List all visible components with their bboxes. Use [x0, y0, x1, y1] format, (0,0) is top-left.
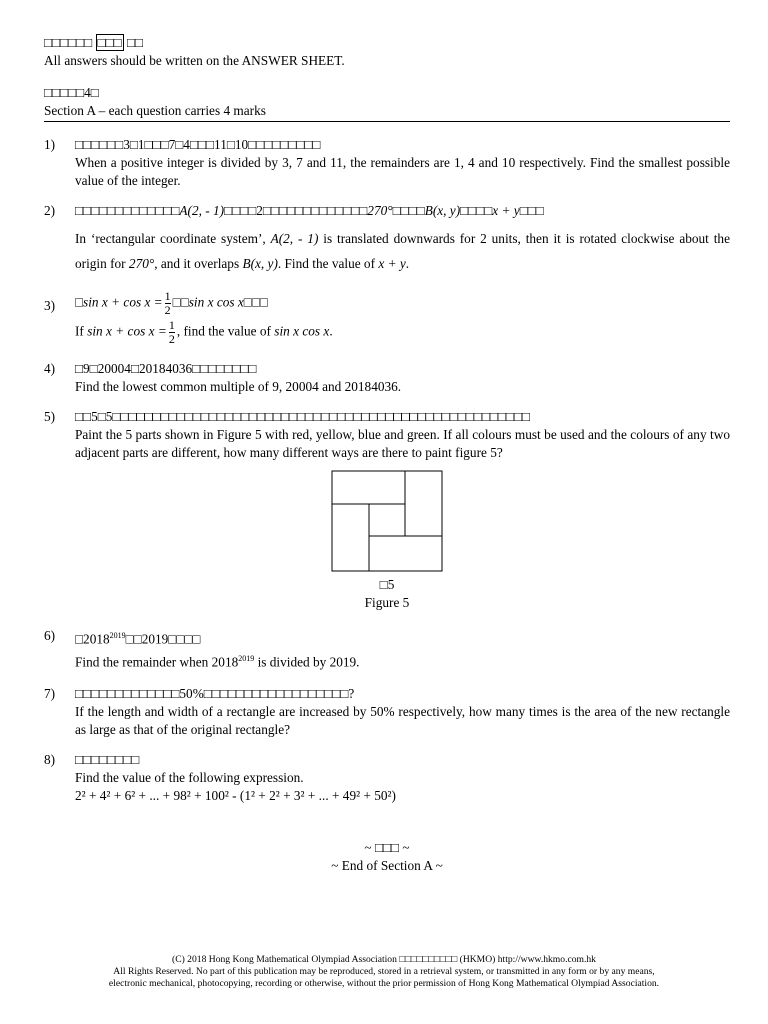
- text-segment: In ‘rectangular coordinate system’,: [75, 231, 266, 246]
- question-en: Paint the 5 parts shown in Figure 5 with red, yellow, blue and green. If all colours must be used and the colours of any two adjacent parts are different, how many different ways are there to paint figure 5?: [75, 427, 730, 460]
- instruction-zh-pre: □□□□□□: [44, 35, 93, 50]
- question-en: [75, 649, 730, 672]
- math-sum: x + y: [378, 256, 406, 271]
- question-zh: □□□□□□□□: [75, 751, 140, 767]
- text-segment: is translated downwards for 2 units, then it is rotated clockwise about the origin for: [75, 231, 730, 271]
- text-segment: . Find the value of: [277, 256, 376, 271]
- text-segment: □□□: [519, 203, 544, 218]
- math-point-a: A(2, - 1): [270, 231, 319, 246]
- text-segment: .: [329, 323, 333, 339]
- footer-line-3: electronic mechanical, photocopying, recording or otherwise, without the prior permission of Hong Kong Mathematical Olympiad Association.: [108, 978, 660, 989]
- instruction-zh: [44, 34, 730, 52]
- question-2: [44, 202, 730, 276]
- text-segment: □□□□: [460, 203, 493, 218]
- math-base: 2018: [211, 654, 239, 670]
- text-segment: is divided by 2019.: [257, 654, 360, 670]
- question-zh: □□□□□□□□□□□□□50%□□□□□□□□□□□□□□□□□□?: [75, 685, 355, 701]
- question-en: If the length and width of a rectangle are increased by 50% respectively, how many times is the area of the new rectangle as large as that of the original rectangle?: [75, 703, 730, 737]
- math-equation: sin x + cos x =: [87, 323, 167, 339]
- math-point-b: B(x, y): [424, 203, 461, 218]
- question-3: [44, 290, 730, 346]
- text-segment: □□□□: [392, 203, 425, 218]
- instruction-zh-boxed: □□□: [97, 35, 122, 50]
- fraction-numerator: 1: [168, 318, 175, 332]
- question-4: [44, 360, 730, 396]
- question-zh: □□5□5□□□□□□□□□□□□□□□□□□□□□□□□□□□□□□□□□□□□□□□□□□□□□□□□□□□□: [75, 409, 531, 424]
- question-zh: □□□□□□3□1□□□7□4□□□11□10□□□□□□□□□: [75, 137, 321, 152]
- footer-line-2: All Rights Reserved. No part of this publication may be reproduced, stored in a retrieval system, or transmitted in any form or by any means,: [113, 966, 655, 977]
- math-angle: 270°: [367, 203, 393, 218]
- text-segment: □: [75, 294, 84, 310]
- text-segment: □: [75, 631, 84, 647]
- math-angle: 270°: [128, 256, 155, 271]
- math-base: 2018: [83, 631, 110, 647]
- figure-caption-zh: □5: [379, 577, 395, 592]
- figure-caption-en: Figure 5: [364, 595, 410, 610]
- question-1: [44, 136, 730, 190]
- question-number: 2): [44, 203, 56, 218]
- section-divider: [44, 121, 730, 122]
- math-equation: sin x + cos x =: [83, 294, 163, 310]
- question-number: 3): [44, 298, 56, 313]
- text-segment: □□□: [243, 294, 268, 310]
- question-8: [44, 751, 730, 805]
- end-marker-zh: ~ □□□ ~: [364, 839, 410, 855]
- math-exponent: 2019: [109, 631, 126, 640]
- instruction-en: All answers should be written on the ANSWER SHEET.: [44, 53, 345, 68]
- text-segment: □□□□□□□□□□□□□: [75, 203, 180, 218]
- text-segment: If: [75, 323, 84, 339]
- math-point-a: A(2, - 1): [179, 203, 225, 218]
- text-segment: □□: [172, 294, 189, 310]
- question-number: 8): [44, 751, 56, 767]
- text-segment: , find the value of: [176, 323, 271, 339]
- footer-line-1: (C) 2018 Hong Kong Mathematical Olympiad Association □□□□□□□□□□ (HKMO) http://www.hkmo.com.hk: [172, 954, 596, 965]
- math-point-b: B(x, y): [242, 256, 278, 271]
- copyright-footer: [0, 954, 768, 990]
- text-segment: , and it overlaps: [154, 256, 240, 271]
- outer-square: [332, 471, 442, 571]
- figure-5: [44, 470, 730, 612]
- question-zh: [75, 202, 730, 220]
- figure-5-diagram: [331, 470, 443, 572]
- exam-page: [44, 34, 730, 875]
- question-en: When a positive integer is divided by 3, 7 and 11, the remainders are 1, 4 and 10 respectively. Find the smallest possible value of the integer.: [75, 155, 730, 188]
- question-5: [44, 408, 730, 462]
- fraction-numerator: 1: [164, 289, 171, 303]
- math-product: sin x cos x: [188, 294, 244, 310]
- question-number: 4): [44, 361, 56, 376]
- instruction-zh-post: □□: [126, 35, 144, 50]
- fraction-half: [165, 290, 171, 317]
- question-zh: □9□20004□20184036□□□□□□□□: [75, 361, 257, 376]
- math-exponent: 2019: [238, 654, 255, 664]
- fraction-denominator: 2: [164, 303, 171, 317]
- question-en: Find the value of the following expression.: [75, 769, 304, 785]
- question-zh: [75, 626, 730, 649]
- question-en: Find the lowest common multiple of 9, 20004 and 20184036.: [75, 379, 402, 394]
- question-zh: [75, 290, 730, 317]
- end-marker-en: ~ End of Section A ~: [331, 857, 443, 873]
- question-number: 1): [44, 137, 56, 152]
- math-product: sin x cos x: [274, 323, 330, 339]
- question-number: 6): [44, 628, 56, 643]
- section-title-en: Section A – each question carries 4 marks: [44, 103, 266, 118]
- question-number: 5): [44, 409, 56, 424]
- fraction-denominator: 2: [168, 332, 175, 346]
- text-segment: Find the remainder when: [75, 654, 209, 670]
- text-segment: □□□□2□□□□□□□□□□□□□: [224, 203, 368, 218]
- question-en: [75, 319, 730, 346]
- section-title-zh: □□□□□4□: [44, 85, 99, 100]
- math-expression: 2² + 4² + 6² + ... + 98² + 100² - (1² + 2² + 3² + ... + 49² + 50²): [75, 787, 396, 803]
- question-en: [75, 226, 730, 276]
- question-6: [44, 626, 730, 673]
- text-segment: .: [405, 256, 410, 271]
- text-segment: □□2019□□□□: [125, 631, 201, 647]
- question-7: [44, 685, 730, 739]
- question-number: 7): [44, 685, 56, 701]
- fraction-half: [169, 319, 175, 346]
- math-sum: x + y: [492, 203, 520, 218]
